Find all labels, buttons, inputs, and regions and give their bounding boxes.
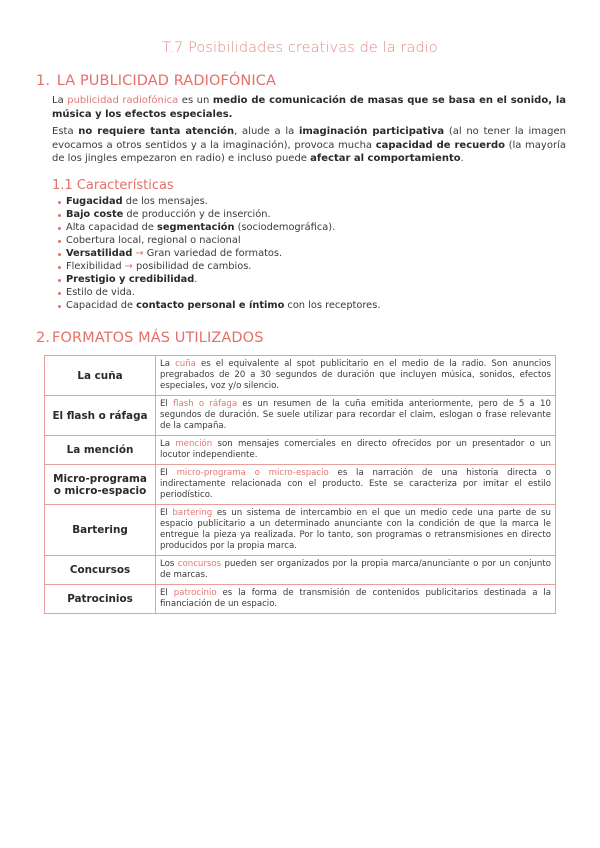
format-name-cell: Patrocinios bbox=[45, 585, 156, 614]
text-run: es un sistema de intercambio en el que un medio cede una parte de su espacio publicitario a un determinado anunciante con la condición de que la marca le entregue la pieza ya realizada. Por lo tanto, son programas o retransmisiones en directo producidos por la propia marca. bbox=[160, 508, 551, 551]
text-run: El bbox=[160, 399, 174, 409]
format-description-cell bbox=[156, 505, 556, 556]
text-run: es un resumen de la cuña emitida anteriormente, pero de 5 a 10 segundos de duración. Se suele utilizar para recordar el claim, eslogan o frase relevante de la campaña. bbox=[160, 399, 551, 431]
text-run: . bbox=[194, 274, 198, 285]
section-heading-publicidad bbox=[36, 73, 276, 89]
text-run: es la narración de una historia directa o indirectamente relacionada con el producto. Este se caracteriza por imitar el estilo periodístico. bbox=[160, 468, 551, 500]
text-run: de producción y de inserción. bbox=[123, 209, 271, 220]
bold-text: no requiere tanta atención bbox=[78, 126, 235, 137]
bold-text: segmentación bbox=[157, 222, 235, 233]
text-run: Capacidad de bbox=[66, 300, 137, 311]
text-run: Cobertura local, regional o nacional bbox=[66, 235, 241, 246]
list-item bbox=[58, 234, 380, 247]
description-paragraph bbox=[52, 125, 566, 166]
format-description-cell bbox=[156, 465, 556, 505]
list-item bbox=[58, 208, 380, 221]
text-run: El bbox=[160, 508, 173, 518]
arrow-icon: → bbox=[121, 261, 136, 272]
text-run: de los mensajes. bbox=[122, 196, 208, 207]
section-title: LA PUBLICIDAD RADIOFÓNICA bbox=[56, 73, 277, 89]
highlight-term: micro-programa o micro-espacio bbox=[176, 468, 329, 478]
table-row bbox=[45, 356, 556, 396]
bold-text: contacto personal e íntimo bbox=[136, 300, 285, 311]
highlight-term: mención bbox=[175, 439, 213, 449]
table-row bbox=[45, 505, 556, 556]
text-run: El bbox=[160, 468, 177, 478]
text-run: Flexibilidad bbox=[66, 261, 122, 272]
highlight-term: publicidad radiofónica bbox=[67, 95, 179, 106]
format-description-cell bbox=[156, 396, 556, 436]
section-heading-formatos bbox=[36, 330, 264, 346]
format-name-cell: La cuña bbox=[45, 356, 156, 396]
text-run: es el equivalente al spot publicitario en el medio de la radio. Son anuncios pregrabados de 20 a 30 segundos de duración que incluyen música, sonidos, efectos especiales, voz y/o silencio. bbox=[160, 359, 551, 391]
bold-text: afectar al comportamiento bbox=[310, 153, 461, 164]
text-run: La bbox=[160, 359, 176, 369]
subsection-heading-caracteristicas: 1.1 Características bbox=[52, 178, 174, 193]
bold-text: medio de comunicación de masas que se basa en el sonido, la música y los efectos especiales. bbox=[52, 95, 566, 120]
format-description-cell bbox=[156, 585, 556, 614]
format-name-cell: Concursos bbox=[45, 556, 156, 585]
text-run: , alude a la bbox=[234, 126, 299, 137]
text-run: es la forma de transmisión de contenidos publicitarios destinada a la financiación de un espacio. bbox=[160, 588, 551, 609]
text-run: pueden ser organizados por la propia marca/anunciante o por un conjunto de marcas. bbox=[160, 559, 551, 580]
text-run: (al no tener la imagen evocamos a otros sentidos y a la imaginación), provoca mucha bbox=[52, 126, 566, 151]
characteristics-list bbox=[58, 195, 380, 312]
highlight-term: cuña bbox=[175, 359, 196, 369]
text-run: Alta capacidad de bbox=[66, 222, 158, 233]
text-run: (sociodemográfica). bbox=[234, 222, 336, 233]
list-item bbox=[58, 221, 380, 234]
list-item bbox=[58, 286, 380, 299]
list-item bbox=[58, 260, 380, 273]
bold-text: imaginación participativa bbox=[298, 126, 445, 137]
text-run: La bbox=[52, 95, 68, 106]
bold-text: Versatilidad bbox=[66, 248, 133, 259]
text-run: Los bbox=[160, 559, 178, 569]
format-description-cell bbox=[156, 556, 556, 585]
text-run: Esta bbox=[52, 126, 79, 137]
format-description-cell bbox=[156, 436, 556, 465]
text-run: . bbox=[460, 153, 464, 164]
highlight-term: bartering bbox=[172, 508, 213, 518]
text-run: El bbox=[160, 588, 174, 598]
format-name-cell: La mención bbox=[45, 436, 156, 465]
text-run: Gran variedad de formatos. bbox=[146, 248, 283, 259]
highlight-term: patrocinio bbox=[173, 588, 217, 598]
page-title: T.7 Posibilidades creativas de la radio bbox=[162, 40, 438, 56]
text-run: es un bbox=[178, 95, 213, 106]
highlight-term: flash o ráfaga bbox=[173, 399, 238, 409]
bold-text: Fugacidad bbox=[66, 196, 123, 207]
format-name-cell: Micro-programa o micro-espacio bbox=[45, 465, 156, 505]
table-row bbox=[45, 465, 556, 505]
bold-text: capacidad de recuerdo bbox=[375, 139, 505, 151]
table-row bbox=[45, 556, 556, 585]
intro-paragraph bbox=[52, 94, 566, 121]
section-number: 1. bbox=[36, 73, 51, 89]
section-title: FORMATOS MÁS UTILIZADOS bbox=[52, 330, 264, 346]
bold-text: Prestigio y credibilidad bbox=[66, 274, 195, 285]
text-run: (la mayoría de los jingles empezaron en radio) e incluso puede bbox=[52, 139, 566, 164]
list-item bbox=[58, 247, 380, 260]
text-run: son mensajes comerciales en directo ofrecidos por un presentador o un locutor independiente. bbox=[160, 439, 551, 460]
section-number: 2. bbox=[36, 330, 51, 346]
formats-table bbox=[44, 355, 556, 614]
text-run: posibilidad de cambios. bbox=[136, 261, 252, 272]
arrow-icon: → bbox=[132, 248, 147, 259]
format-description-cell bbox=[156, 356, 556, 396]
text-run: La bbox=[160, 439, 176, 449]
highlight-term: concursos bbox=[177, 559, 222, 569]
list-item bbox=[58, 273, 380, 286]
table-row bbox=[45, 585, 556, 614]
bold-text: Bajo coste bbox=[66, 209, 124, 220]
table-row bbox=[45, 436, 556, 465]
list-item bbox=[58, 299, 380, 312]
text-run: Estilo de vida. bbox=[66, 287, 135, 298]
list-item bbox=[58, 195, 380, 208]
text-run: con los receptores. bbox=[284, 300, 381, 311]
format-name-cell: El flash o ráfaga bbox=[45, 396, 156, 436]
format-name-cell: Bartering bbox=[45, 505, 156, 556]
table-row bbox=[45, 396, 556, 436]
